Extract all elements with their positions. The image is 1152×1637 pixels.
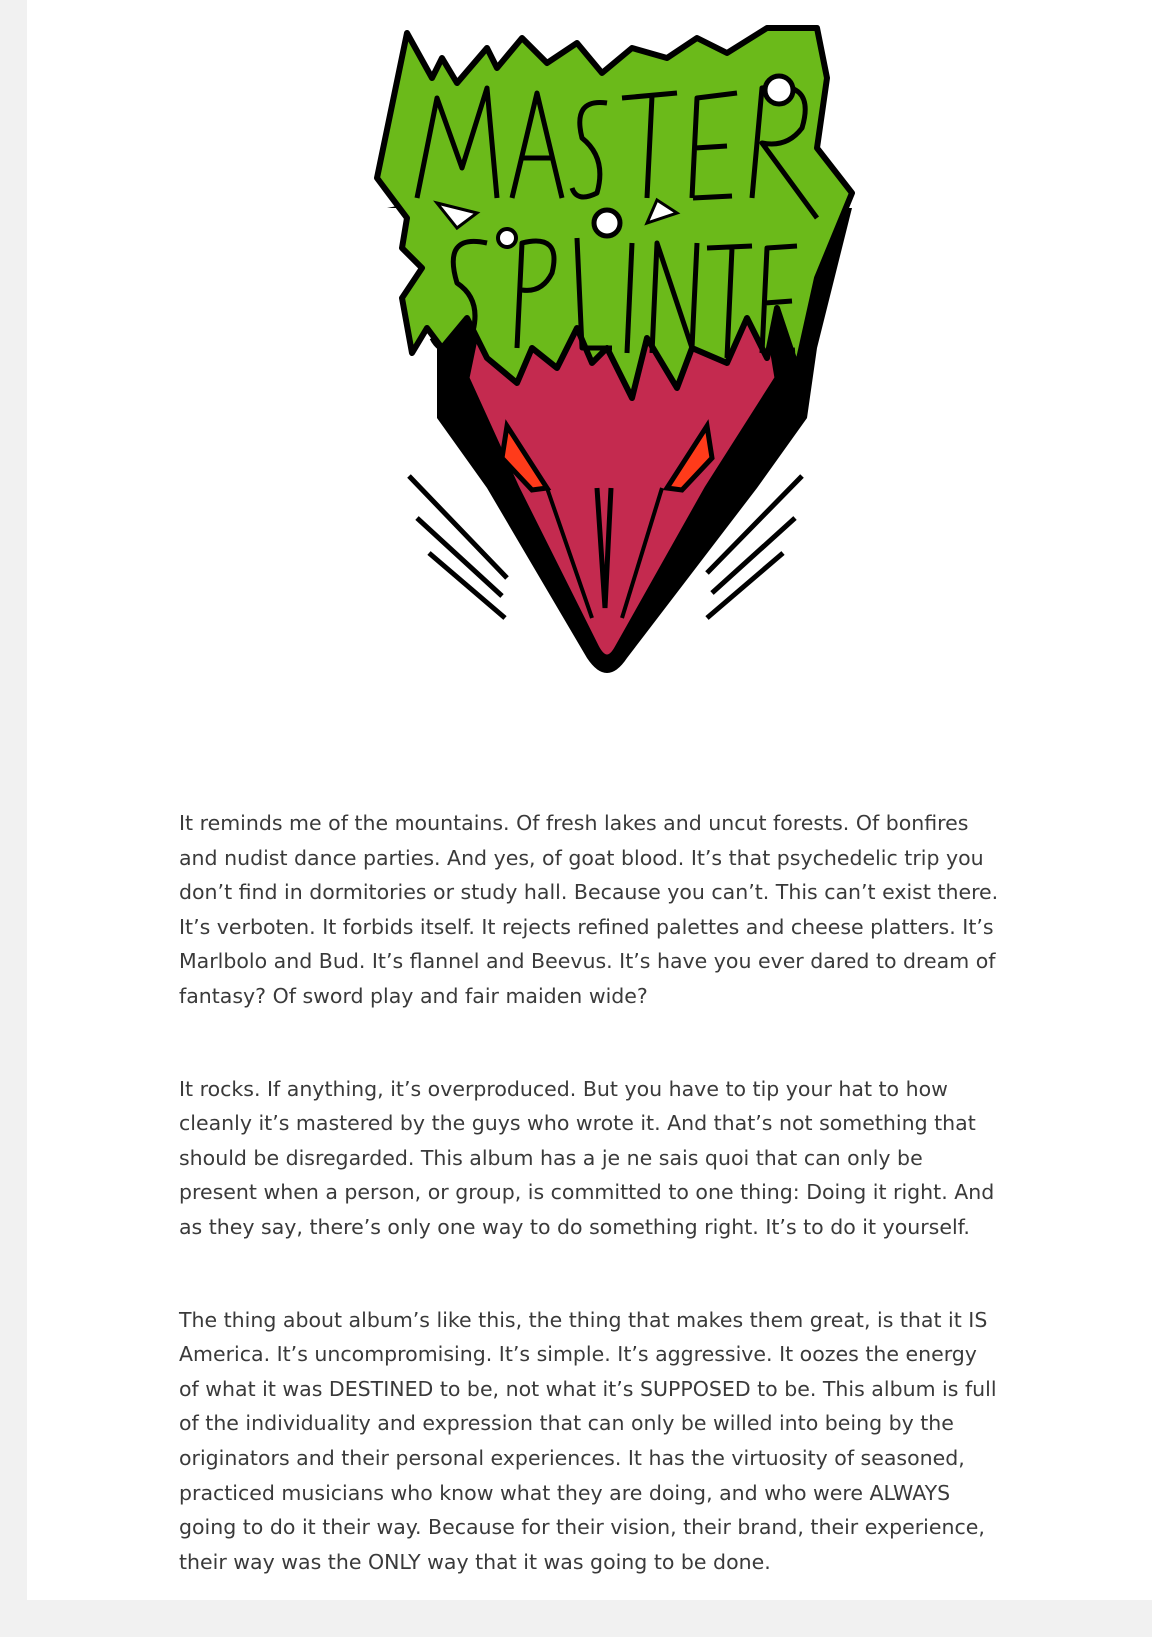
master-splinter-rat-logo-icon xyxy=(347,18,877,698)
article-body xyxy=(179,806,999,1637)
band-logo xyxy=(347,18,877,698)
article-paragraph: It reminds me of the mountains. Of fresh lakes and uncut forests. Of bonfires and nudist dance parties. And yes, of goat blood. It’s that psychedelic trip you don’t find in dormitories or study hall. Because you can’t. This can’t exist there. It’s verboten. It forbids itself. It rejects refined palettes and cheese platters. It’s Marlbolo and Bud. It’s flannel and Beevus. It’s have you ever dared to dream of fantasy? Of sword play and fair maiden wide? xyxy=(179,811,999,1008)
article-paragraph: It rocks. If anything, it’s overproduced. But you have to tip your hat to how cleanly it’s mastered by the guys who wrote it. And that’s not something that should be disregarded. This album has a je ne sais quoi that can only be present when a person, or group, is committed to one thing: Doing it right. And as they say, there’s only one way to do something right. It’s to do it yourself. xyxy=(179,1076,995,1239)
article-page xyxy=(27,0,1152,1600)
article-paragraph: The thing about album’s like this, the thing that makes them great, is that it IS America. It’s uncompromising. It’s simple. It’s aggressive. It oozes the energy of what it was DESTINED to be, not what it’s SUPPOSED to be. This album is full of the individuality and expression that can only be willed into being by the originators and their personal experiences. It has the virtuosity of seasoned, practiced musicians who know what they are doing, and who were ALWAYS going to do it their way. Because for their vision, their brand, their experience, their way was the ONLY way that it was going to be done. xyxy=(179,1307,997,1574)
